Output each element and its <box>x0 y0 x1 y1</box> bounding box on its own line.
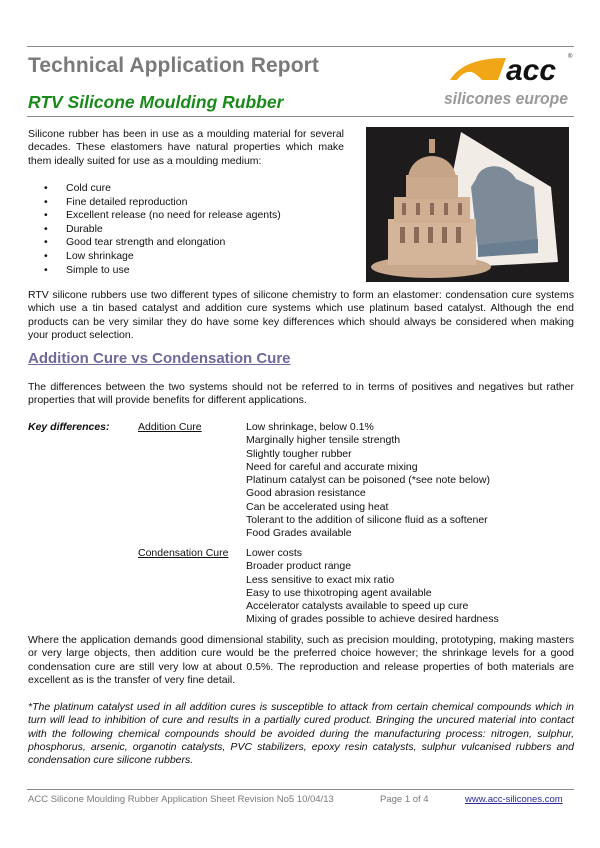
list-item: • Cold cure <box>44 182 281 196</box>
list-item: • Simple to use <box>44 264 281 278</box>
logo-brand: acc <box>506 54 557 87</box>
list-item: Can be accelerated using heat <box>246 500 389 513</box>
list-item: Less sensitive to exact mix ratio <box>246 573 395 586</box>
differences-intro-paragraph: The differences between the two systems should not be referred to in terms of positives and negatives but rather properties that will provide benefits for different applications. <box>28 381 574 407</box>
acc-logo <box>436 50 576 110</box>
list-item: Good abrasion resistance <box>246 487 366 500</box>
key-differences-label: Key differences: <box>28 421 110 433</box>
mould-photo <box>366 127 569 282</box>
header-bottom-rule <box>27 116 574 117</box>
condensation-cure-list <box>246 547 499 627</box>
svg-text:®: ® <box>568 54 573 60</box>
list-item: • Good tear strength and elongation <box>44 236 281 250</box>
platinum-catalyst-note: *The platinum catalyst used in all addition cures is susceptible to attack from certain chemical compounds which in turn will lead to inhibition of cure and results in a partially cured product. Bringing the uncured material into contact with the following chemical compounds should be avoided during the manufacturing process: nitrogen, sulphur, phosphorus, arsenic, organotin catalysts, PVC stabilizers, epoxy resin catalysts, sulphur vulcanised rubbers and condensation cure silicone rubbers. <box>28 701 574 767</box>
list-item: Slightly tougher rubber <box>246 447 352 460</box>
intro-paragraph: Silicone rubber has been in use as a moulding material for several decades. These elastomers have natural properties which make them ideally suited for use as a moulding medium: <box>28 128 344 167</box>
list-item: Accelerator catalysts available to speed up cure <box>246 600 469 613</box>
logo-tagline: silicones europe <box>444 89 568 108</box>
list-item: Marginally higher tensile strength <box>246 434 401 447</box>
list-item: Tolerant to the addition of silicone fluid as a softener <box>246 514 488 527</box>
list-item: Need for careful and accurate mixing <box>246 460 418 473</box>
addition-cure-label: Addition Cure <box>138 421 202 433</box>
report-subtitle: RTV Silicone Moulding Rubber <box>28 92 284 112</box>
footer-rule <box>27 789 574 790</box>
list-item: • Excellent release (no need for release agents) <box>44 209 281 223</box>
application-paragraph: Where the application demands good dimensional stability, such as precision moulding, prototyping, making masters or very large objects, then addition cure would be the preferred choice however; the shrinkage levels for a good condensation cure are still very low at about 0.5%. The reproduction and release properties of both materials are excellent as is the transfer of very fine detail. <box>28 634 574 686</box>
condensation-cure-label: Condensation Cure <box>138 547 229 559</box>
footer-page-number: Page 1 of 4 <box>380 794 429 805</box>
list-item: Lower costs <box>246 547 303 559</box>
acc-swoosh-icon <box>436 50 576 110</box>
list-item: Broader product range <box>246 560 352 573</box>
list-item: Platinum catalyst can be poisoned (*see note below) <box>246 474 490 487</box>
report-title: Technical Application Report <box>28 54 319 77</box>
list-item: Mixing of grades possible to achieve desired hardness <box>246 613 499 626</box>
list-item: Low shrinkage, below 0.1% <box>246 421 374 433</box>
list-item: • Low shrinkage <box>44 250 281 264</box>
list-item: • Durable <box>44 223 281 237</box>
footer-doc-info: ACC Silicone Moulding Rubber Application Sheet Revision No5 10/04/13 <box>28 794 334 805</box>
list-item: Easy to use thixotroping agent available <box>246 586 432 599</box>
list-item: Food Grades available <box>246 527 352 540</box>
properties-list <box>44 182 281 277</box>
chemistry-paragraph: RTV silicone rubbers use two different types of silicone chemistry to form an elastomer: condensation cure systems which use a tin based catalyst and addition cure systems which use platinum based catalyst. Although the end products can be very similar they do have some key differences which should always be considered when making your product selection. <box>28 289 574 341</box>
addition-cure-list <box>246 421 490 541</box>
section-heading: Addition Cure vs Condensation Cure <box>28 350 291 367</box>
header-top-rule <box>27 46 574 47</box>
list-item: • Fine detailed reproduction <box>44 196 281 210</box>
website-link[interactable]: www.acc-silicones.com <box>465 794 563 805</box>
